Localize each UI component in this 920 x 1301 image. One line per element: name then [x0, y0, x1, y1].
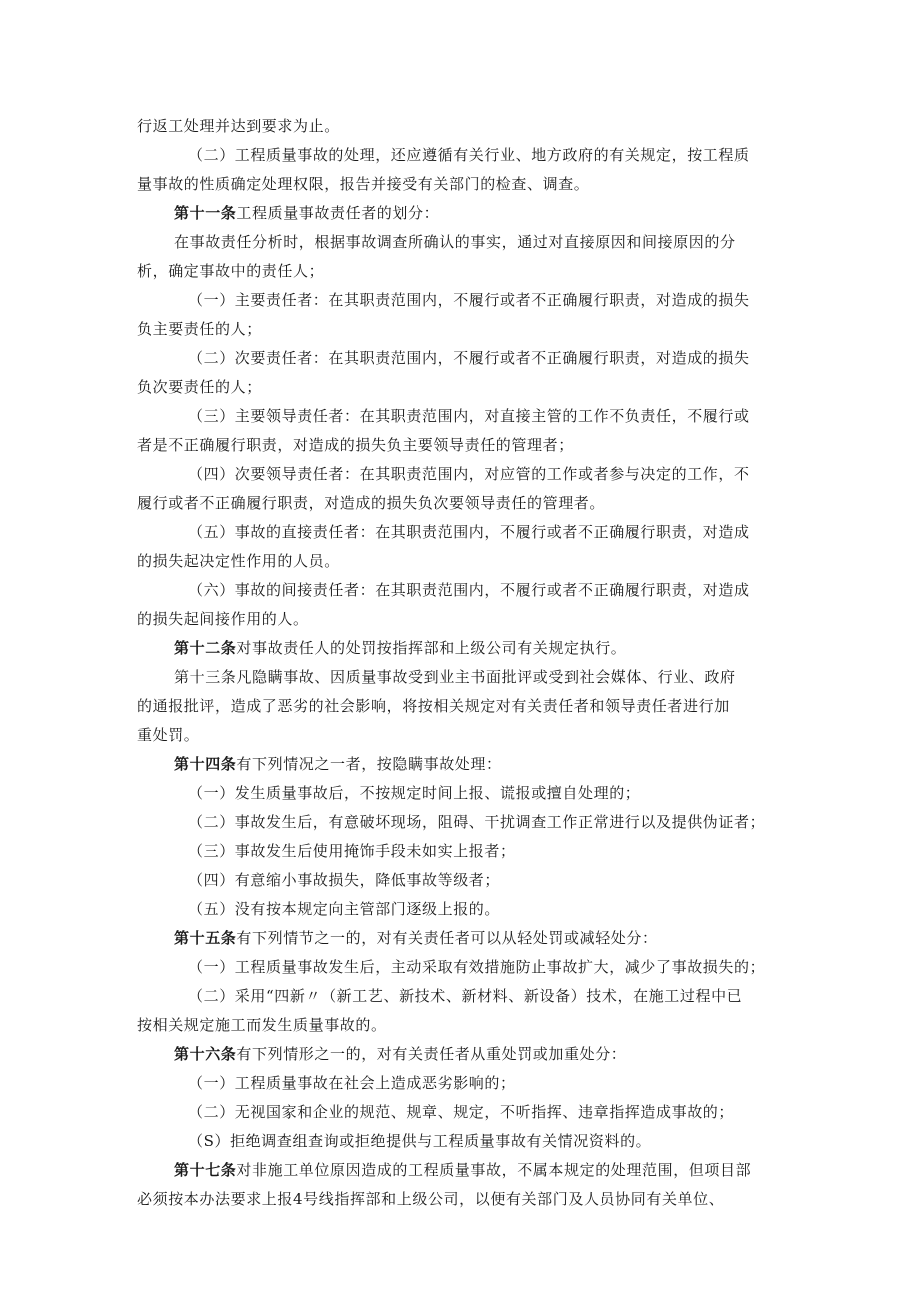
line-text: 必须按本办法要求上报4号线指挥部和上级公司，以便有关部门及人员协同有关单位、 — [137, 1190, 725, 1208]
text-line — [137, 609, 309, 629]
line-text: （二）无视国家和企业的规范、规章、规定，不听指挥、违章指挥造成事故的； — [188, 1103, 735, 1121]
article-line — [174, 754, 502, 774]
text-line — [137, 261, 324, 281]
line-text: （四）有意缩小事故损失，降低事故等级者； — [188, 871, 501, 889]
article-number: 第十二条 — [174, 639, 237, 657]
line-text: 的通报批评，造成了恶劣的社会影响，将按相关规定对有关责任者和领导责任者进行加 — [137, 697, 730, 715]
text-line — [137, 1015, 387, 1035]
article-line — [174, 203, 439, 223]
article-line — [174, 1044, 626, 1064]
text-line — [137, 725, 199, 745]
line-text: （二）次要责任者：在其职责范围内，不履行或者不正确履行职责，对造成的损失 — [188, 349, 750, 367]
article-number: 第十六条 — [174, 1045, 237, 1063]
line-text: （三）主要领导责任者：在其职责范围内，对直接主管的工作不负责任，不履行或 — [188, 407, 750, 425]
text-line — [188, 290, 750, 310]
text-line — [188, 348, 750, 368]
text-line — [188, 841, 516, 861]
line-text: （一）工程质量事故在社会上造成恶劣影响的； — [188, 1074, 516, 1092]
text-line — [188, 464, 750, 484]
text-line — [137, 116, 340, 136]
article-number: 第十七条 — [174, 1161, 237, 1179]
line-text: 有下列情况之一者，按隐瞒事故处理： — [236, 755, 502, 773]
text-line — [137, 435, 574, 455]
text-line — [188, 957, 765, 977]
article-number: 第十五条 — [174, 929, 237, 947]
line-text: （六）事故的间接责任者：在其职责范围内，不履行或者不正确履行职责，对造成 — [188, 581, 750, 599]
line-text: 量事故的性质确定处理权限，报告并接受有关部门的检查、调查。 — [137, 175, 590, 193]
article-number: 第十一条 — [174, 204, 237, 222]
line-text: （二）工程质量事故的处理，还应遵循有关行业、地方政府的有关规定，按工程质 — [188, 146, 750, 164]
text-line — [137, 377, 262, 397]
line-text: 者是不正确履行职责，对造成的损失负主要领导责任的管理者； — [137, 436, 574, 454]
text-line — [188, 580, 750, 600]
line-text: 对事故责任人的处罚按指挥部和上级公司有关规定执行。 — [236, 639, 627, 657]
text-line — [188, 522, 750, 542]
text-line — [137, 551, 340, 571]
line-text: （二）事故发生后，有意破坏现场，阻碍、干扰调查工作正常进行以及提供伪证者； — [188, 813, 766, 831]
line-text: 负次要责任的人； — [137, 378, 262, 396]
article-line — [174, 1160, 751, 1180]
text-line — [188, 1102, 734, 1122]
line-text: 有下列情节之一的，对有关责任者可以从轻处罚或减轻处分： — [236, 929, 658, 947]
line-text: 工程质量事故责任者的划分： — [236, 204, 440, 222]
line-text: （五）事故的直接责任者：在其职责范围内，不履行或者不正确履行职责，对造成 — [188, 523, 750, 541]
text-line — [188, 1073, 516, 1093]
text-line — [137, 174, 589, 194]
article-line — [174, 928, 658, 948]
line-text: （三）事故发生后使用掩饰手段未如实上报者； — [188, 842, 516, 860]
line-text: 对非施工单位原因造成的工程质量事故，不属本规定的处理范围，但项目部 — [236, 1161, 752, 1179]
line-text: （S）拒绝调查组查询或拒绝提供与工程质量事故有关情况资料的。 — [188, 1132, 652, 1150]
text-line — [188, 406, 750, 426]
text-line — [137, 1189, 724, 1209]
line-text: 在事故责任分析时，根据事故调查所确认的事实，通过对直接原因和间接原因的分 — [174, 233, 736, 251]
line-text: （四）次要领导责任者：在其职责范围内，对应管的工作或者参与决定的工作，不 — [188, 465, 750, 483]
line-text: （一）工程质量事故发生后，主动采取有效措施防止事故扩大，减少了事故损失的； — [188, 958, 766, 976]
line-text: 行返工处理并达到要求为止。 — [137, 117, 340, 135]
text-line — [188, 986, 742, 1006]
line-text: 有下列情形之一的，对有关责任者从重处罚或加重处分： — [236, 1045, 627, 1063]
line-text: 重处罚。 — [137, 726, 200, 744]
line-text: （一）主要责任者：在其职责范围内，不履行或者不正确履行职责，对造成的损失 — [188, 291, 750, 309]
article-line — [174, 638, 626, 658]
line-text: 析，确定事故中的责任人； — [137, 262, 325, 280]
article-number: 第十四条 — [174, 755, 237, 773]
text-line — [188, 145, 750, 165]
line-text: 按相关规定施工而发生质量事故的。 — [137, 1016, 387, 1034]
text-line — [188, 1131, 651, 1151]
text-line — [174, 667, 736, 687]
line-text: 负主要责任的人； — [137, 320, 262, 338]
line-text: （一）发生质量事故后，不按规定时间上报、谎报或擅自处理的； — [188, 784, 641, 802]
text-line — [188, 870, 500, 890]
line-text: 履行或者不正确履行职责，对造成的损失负次要领导责任的管理者。 — [137, 494, 606, 512]
line-text: 的损失起间接作用的人。 — [137, 610, 309, 628]
text-line — [137, 696, 730, 716]
text-line — [188, 812, 765, 832]
text-line — [137, 493, 605, 513]
text-line — [188, 783, 640, 803]
text-line — [174, 232, 736, 252]
line-text: 第十三条凡隐瞒事故、因质量事故受到业主书面批评或受到社会媒体、行业、政府 — [174, 668, 736, 686]
line-text: （二）采用“四新〃（新工艺、新技术、新材料、新设备）技术，在施工过程中已 — [188, 987, 743, 1005]
line-text: （五）没有按本规定向主管部门逐级上报的。 — [188, 900, 501, 918]
text-line — [188, 899, 500, 919]
text-line — [137, 319, 262, 339]
line-text: 的损失起决定性作用的人员。 — [137, 552, 340, 570]
